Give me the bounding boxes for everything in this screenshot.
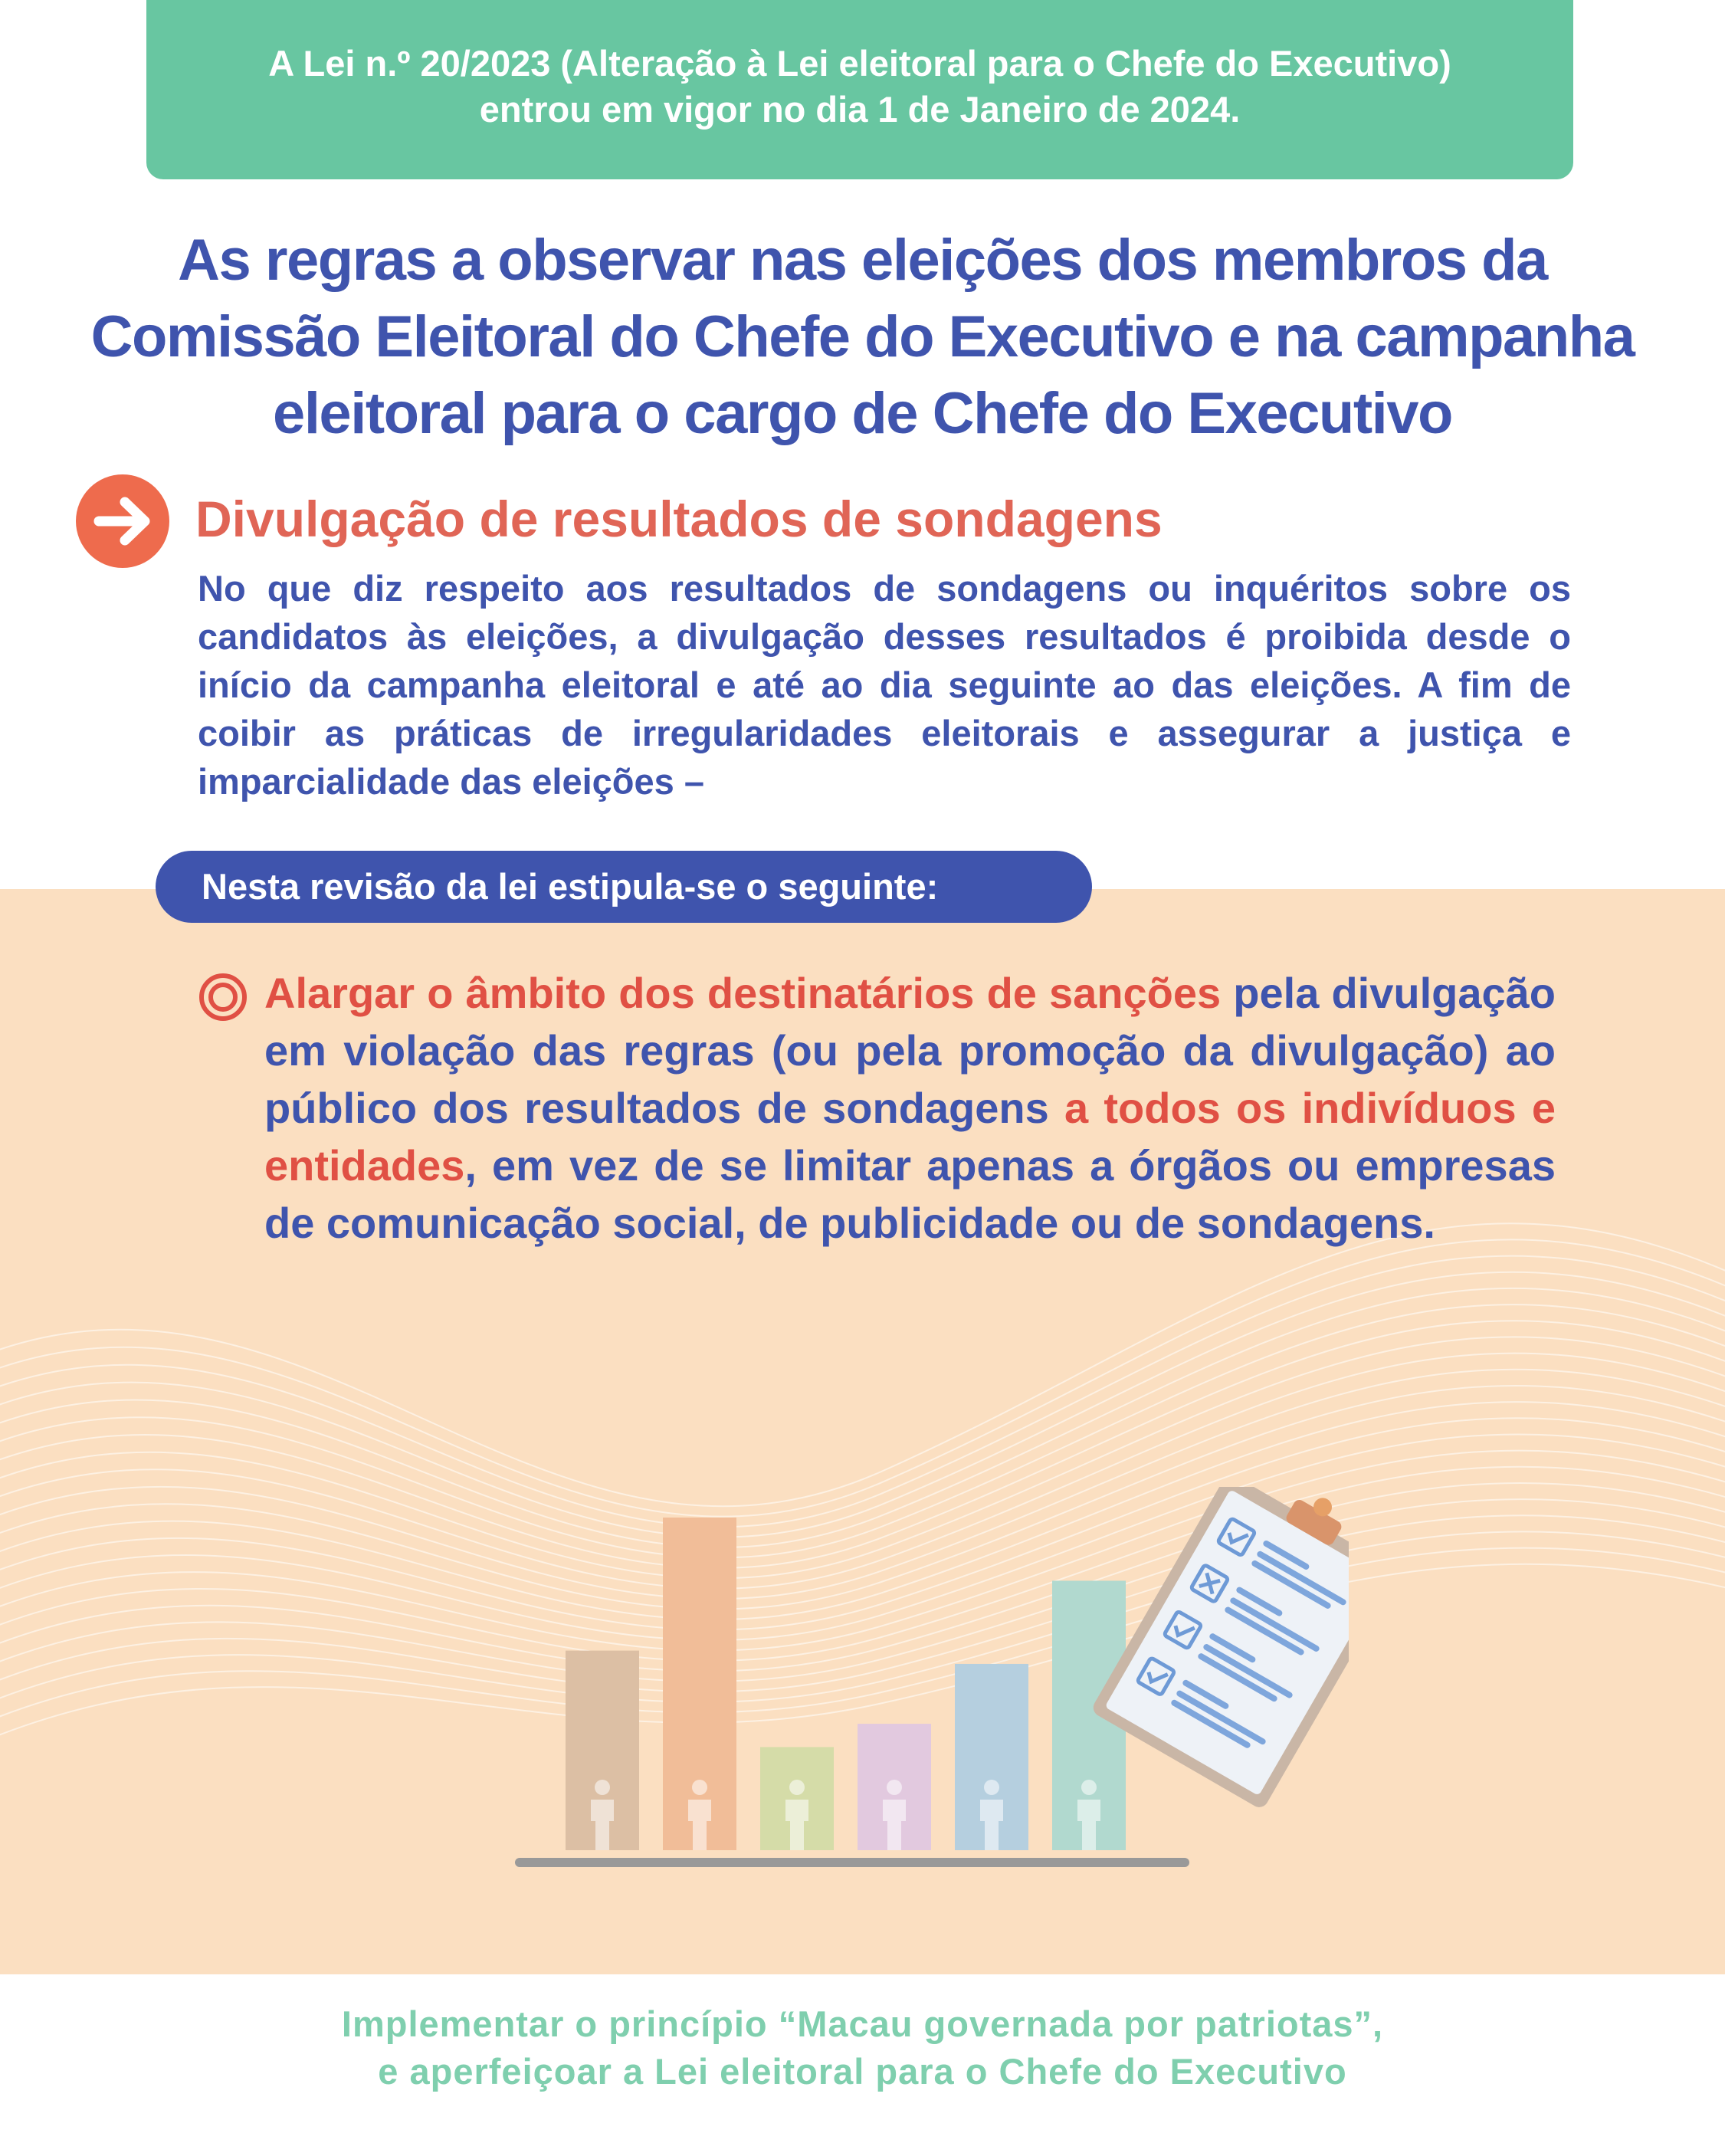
- title-line-3: eleitoral para o cargo de Chefe do Executivo: [273, 381, 1452, 446]
- rule-highlight-2: a todos os indivíduos e entidades: [264, 1084, 1556, 1190]
- wave-line: [0, 1239, 1725, 1516]
- footer-line-1: Implementar o princípio “Macau governada por patriotas”,: [341, 2003, 1384, 2044]
- intro-paragraph: No que diz respeito aos resultados de sondagens ou inquéritos sobre os candidatos às eleições, a divulgação desses resultados é proibida desde o início da campanha eleitoral e até ao dia seguinte ao das eleições. A fim de coibir as práticas de irregularidades eleitorais e assegurar a justiça e imparcialidade das eleições –: [198, 568, 1571, 802]
- page-title: [61, 222, 1664, 452]
- revision-label: Nesta revisão da lei estipula-se o seguinte:: [156, 851, 1092, 923]
- title-line-2: Comissão Eleitoral do Chefe do Executivo e na campanha: [90, 304, 1635, 369]
- footer-slogan: [0, 2000, 1725, 2095]
- double-circle-icon: [198, 972, 248, 1022]
- top-banner: [146, 0, 1573, 179]
- rule-highlight-1: Alargar o âmbito dos destinatários de sanções: [264, 969, 1222, 1017]
- banner-line-2: entrou em vigor no dia 1 de Janeiro de 2024.: [479, 89, 1241, 130]
- rule-paragraph: [264, 964, 1556, 1252]
- chart-baseline: [515, 1858, 1189, 1867]
- footer-line-2: e aperfeiçoar a Lei eleitoral para o Chefe do Executivo: [378, 2051, 1347, 2092]
- arrow-right-icon: [76, 474, 169, 568]
- section-heading: Divulgação de resultados de sondagens: [195, 491, 1163, 547]
- bar-chart-icon: [506, 1487, 1349, 1885]
- title-line-1: As regras a observar nas eleições dos membros da: [178, 228, 1547, 293]
- clipboard-checklist-icon: [1090, 1487, 1349, 1810]
- banner-line-1: A Lei n.º 20/2023 (Alteração à Lei eleitoral para o Chefe do Executivo): [268, 43, 1451, 84]
- rule-text-1: pela divulgação em violação das regras (ou pela promoção da divulgação) ao público dos resultados de sondagens: [264, 969, 1556, 1132]
- rule-text-2: , em vez de se limitar apenas a órgãos ou empresas de comunicação social, de publicidade ou de sondagens.: [264, 1141, 1556, 1247]
